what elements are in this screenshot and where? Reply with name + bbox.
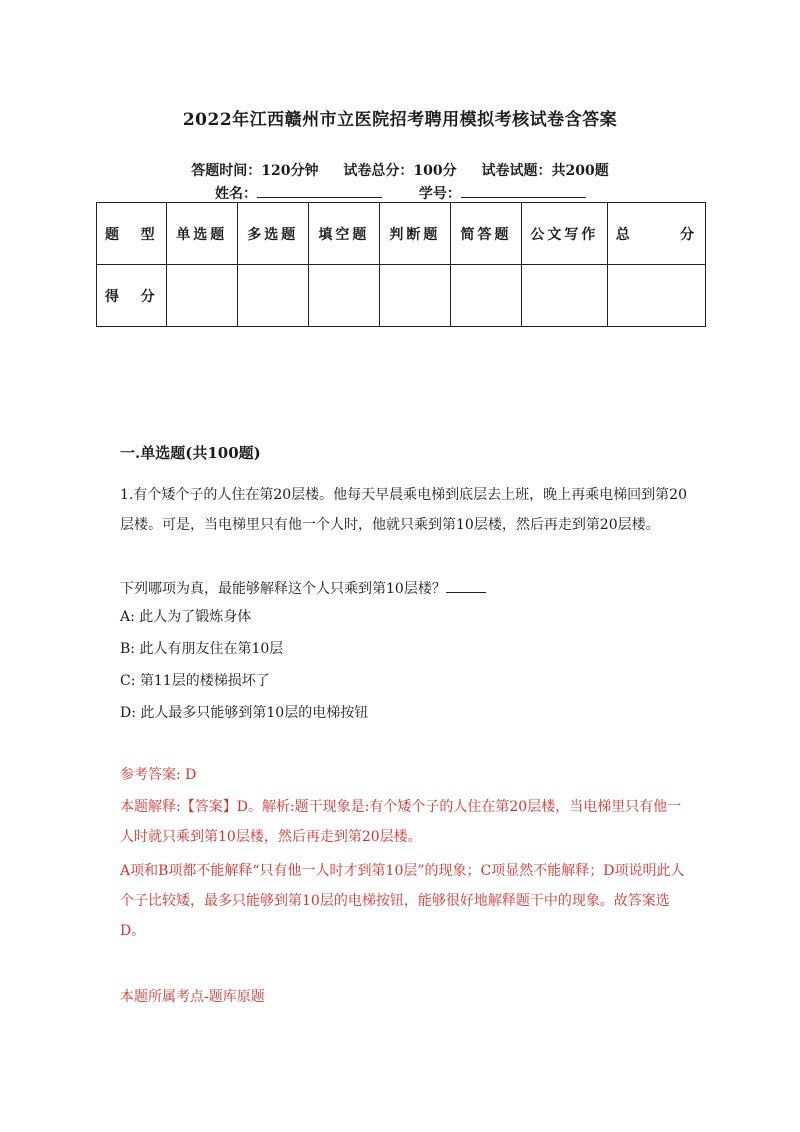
- student-info: [215, 183, 618, 203]
- header-fill-blank: 填空题: [308, 203, 379, 265]
- score-table: [96, 202, 706, 327]
- score-cell[interactable]: [450, 265, 521, 327]
- type-label-b: 型: [140, 226, 158, 243]
- score-label-b: 分: [140, 288, 158, 305]
- score-cell[interactable]: [308, 265, 379, 327]
- total-label-a: 总: [615, 226, 633, 243]
- question-stem: 1.有个矮个子的人住在第20层楼。他每天早晨乘电梯到底层去上班，晚上再乘电梯回到第20层楼。可是，当电梯里只有他一个人时，他就只乘到第10层楼，然后再走到第20层楼。: [120, 487, 687, 533]
- header-true-false: 判断题: [379, 203, 450, 265]
- score-cell[interactable]: [166, 265, 237, 327]
- option-a: A: 此人为了锻炼身体: [120, 609, 252, 625]
- header-document-writing: 公文写作: [521, 203, 607, 265]
- total-label-b: 分: [680, 226, 697, 243]
- option-d: D: 此人最多只能够到第10层的电梯按钮: [120, 705, 369, 721]
- score-cell[interactable]: [237, 265, 308, 327]
- header-short-answer: 简答题: [450, 203, 521, 265]
- section-title: 一.单选题(共100题): [120, 444, 261, 462]
- name-label: 姓名：: [215, 186, 257, 202]
- id-field[interactable]: [461, 183, 586, 198]
- score-table-score-row: [97, 265, 706, 327]
- header-multi-choice: 多选题: [237, 203, 308, 265]
- exam-question-count: 试卷试题：共200题: [481, 163, 609, 179]
- question-source: 本题所属考点-题库原题: [120, 989, 265, 1005]
- name-field[interactable]: [257, 183, 382, 198]
- question-prompt: [120, 574, 688, 604]
- exam-time: 答题时间：120分钟: [191, 163, 319, 179]
- id-label: 学号：: [418, 186, 461, 202]
- explanation-paragraph-2: A项和B项都不能解释“只有他一人时才到第10层”的现象；C项显然不能解释；D项说明此人个子比较矮，最多只能够到第10层的电梯按钮，能够很好地解释题干中的现象。故答案选D。: [120, 863, 685, 939]
- exam-total-score: 试卷总分：100分: [343, 163, 457, 179]
- answer-blank: [446, 580, 486, 593]
- score-cell[interactable]: [379, 265, 450, 327]
- score-table-header-row: [97, 203, 706, 265]
- exam-meta: [0, 160, 800, 180]
- score-cell[interactable]: [607, 265, 705, 327]
- option-c: C: 第11层的楼梯损坏了: [120, 673, 270, 689]
- question-prompt-text: 下列哪项为真，最能够解释这个人只乘到第10层楼？: [120, 581, 446, 597]
- option-b: B: 此人有朋友住在第10层: [120, 641, 284, 657]
- header-single-choice: 单选题: [166, 203, 237, 265]
- page-title: 2022年江西赣州市立医院招考聘用模拟考核试卷含答案: [182, 110, 618, 130]
- type-label-a: 题: [105, 226, 122, 243]
- total-label-cell: [607, 203, 705, 265]
- explanation-paragraph-1: 本题解释:【答案】D。解析:题干现象是:有个矮个子的人住在第20层楼，当电梯里只有他一人时就只乘到第10层楼，然后再走到第20层楼。: [120, 799, 682, 845]
- score-cell[interactable]: [521, 265, 607, 327]
- score-label-a: 得: [105, 288, 122, 305]
- type-label-cell: [97, 203, 167, 265]
- score-label-cell: [97, 265, 167, 327]
- reference-answer: 参考答案: D: [120, 767, 197, 783]
